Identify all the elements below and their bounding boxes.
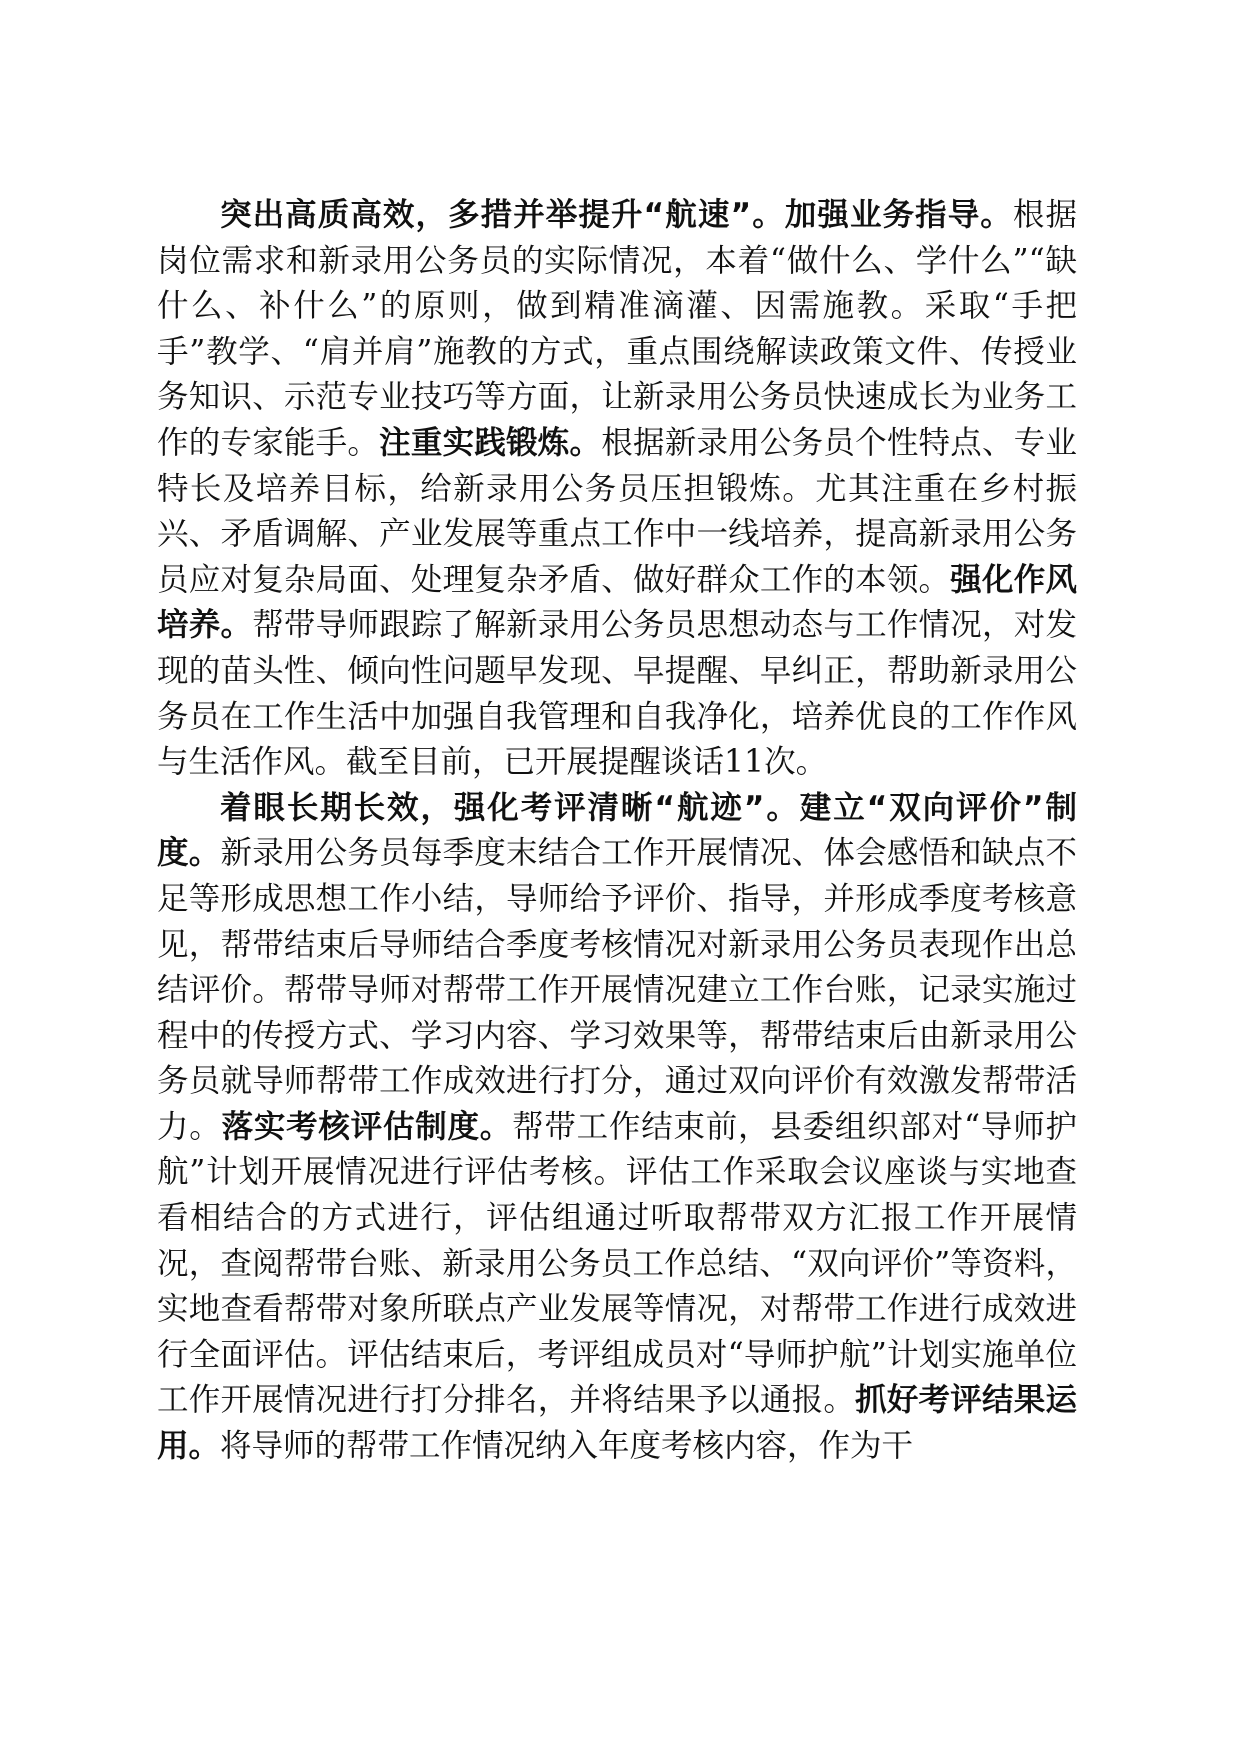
subheading-results-application: 抓好考评结果运用。 bbox=[157, 1382, 1077, 1465]
body-text: 根据新录用公务员个性特点、专业特长及培养目标，给新录用公务员压担锻炼。尤其注重在乡村振兴、矛盾调解、产业发展等重点工作中一线培养，提高新录用公务员应对复杂局面、处理复杂矛盾、做好群众工作的本领。 bbox=[157, 424, 1077, 598]
subheading-business-guidance: 加强业务指导。 bbox=[784, 197, 1013, 233]
document-page bbox=[157, 193, 1077, 1470]
body-text: 将导师的帮带工作情况纳入年度考核内容，作为干 bbox=[220, 1428, 914, 1465]
paragraph-long-term-evaluation bbox=[157, 786, 1077, 1470]
paragraph-quality-efficiency bbox=[157, 193, 1077, 786]
subheading-assessment-system: 落实考核评估制度。 bbox=[221, 1108, 513, 1145]
section-heading: 突出高质高效，多措并举提升“航速”。 bbox=[220, 197, 785, 233]
body-text: 根据岗位需求和新录用公务员的实际情况，本着“做什么、学什么”“缺什么、补什么”的原则，做到精准滴灌、因需施教。采取“手把手”教学、“肩并肩”施教的方式，重点围绕解读政策文件、传授业务知识、示范专业技巧等方面，让新录用公务员快速成长为业务工作的专家能手。 bbox=[157, 197, 1077, 461]
body-text: 新录用公务员每季度末结合工作开展情况、体会感悟和缺点不足等形成思想工作小结，导师给予评价、指导，并形成季度考核意见，帮带结束后导师结合季度考核情况对新录用公务员表现作出总结评价。帮带导师对帮带工作开展情况建立工作台账，记录实施过程中的传授方式、学习内容、学习效果等，帮带结束后由新录用公务员就导师帮带工作成效进行打分，通过双向评价有效激发帮带活力。 bbox=[157, 835, 1077, 1145]
body-text: 帮带工作结束前，县委组织部对“导师护航”计划开展情况进行评估考核。评估工作采取会议座谈与实地查看相结合的方式进行，评估组通过听取帮带双方汇报工作开展情况，查阅帮带台账、新录用公务员工作总结、“双向评价”等资料，实地查看帮带对象所联点产业发展等情况，对帮带工作进行成效进行全面评估。评估结束后，考评组成员对“导师护航”计划实施单位工作开展情况进行打分排名，并将结果予以通报。 bbox=[157, 1108, 1077, 1419]
section-heading: 着眼长期长效，强化考评清晰“航迹”。 bbox=[220, 789, 800, 826]
subheading-practice-training: 注重实践锻炼。 bbox=[379, 424, 602, 461]
subheading-work-style: 强化作风培养。 bbox=[157, 561, 1077, 644]
body-text: 帮带导师跟踪了解新录用公务员思想动态与工作情况，对发现的苗头性、倾向性问题早发现、早提醒、早纠正，帮助新录用公务员在工作生活中加强自我管理和自我净化，培养优良的工作作风与生活作风。截至目前，已开展提醒谈话11次。 bbox=[157, 607, 1077, 781]
subheading-two-way-evaluation: 建立“双向评价”制度。 bbox=[157, 789, 1077, 872]
